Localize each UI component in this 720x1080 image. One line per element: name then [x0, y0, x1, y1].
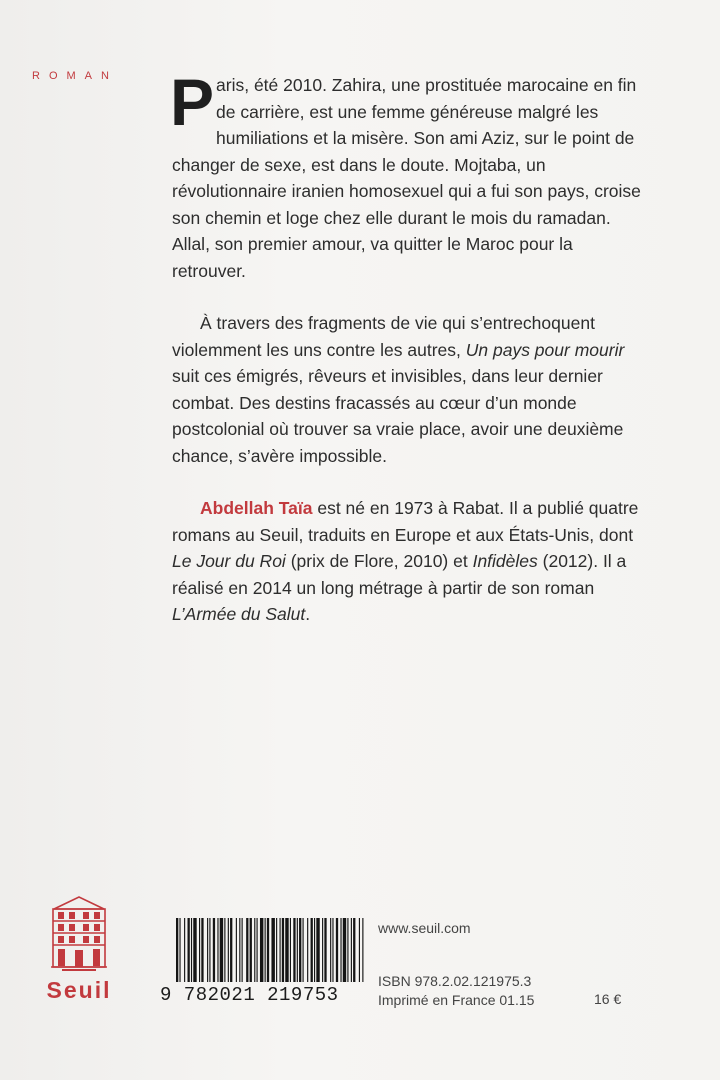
back-cover-text: [170, 65, 642, 628]
barcode-bar: [250, 918, 252, 982]
barcode-bar: [307, 918, 308, 982]
publisher-website[interactable]: www.seuil.com: [378, 920, 471, 936]
barcode-bar: [179, 918, 180, 982]
barcode-bar: [246, 918, 248, 982]
book-title: Un pays pour mourir: [465, 339, 625, 360]
bio-text-b: (prix de Flore, 2010) et: [285, 551, 473, 571]
synopsis-paragraph-2: [172, 310, 642, 469]
barcode-bar: [176, 918, 178, 982]
barcode-bar: [184, 918, 185, 982]
bio-book-1: Le Jour du Roi: [172, 551, 286, 571]
barcode-bar: [260, 918, 263, 982]
barcode-bar: [343, 918, 346, 982]
barcode-bar: [254, 918, 255, 982]
barcode-bar: [280, 918, 281, 982]
author-name: Abdellah Taïa: [200, 498, 313, 518]
isbn: ISBN 978.2.02.121975.3: [378, 973, 532, 989]
barcode-bar: [209, 918, 210, 982]
bio-text-c: (2012). Il a réalisé en 2014 un long métrage à partir de son roman: [172, 551, 627, 598]
bio-text-a: est né en 1973 à Rabat. Il a publié quatre romans au Seuil, traduits en Europe et aux États-Unis, dont: [172, 498, 639, 545]
barcode-bar: [276, 918, 277, 982]
drop-cap: P: [170, 65, 215, 139]
barcode-bar: [265, 918, 266, 982]
barcode-bar: [267, 918, 269, 982]
author-bio: [172, 495, 642, 628]
price: 16 €: [594, 991, 622, 1007]
bio-book-3: L’Armée du Salut: [172, 604, 306, 624]
barcode-bar: [322, 918, 323, 982]
barcode-bar: [199, 918, 200, 982]
isbn-block: [378, 972, 534, 1010]
genre-label: ROMAN: [32, 70, 118, 82]
publisher-name: Seuil: [46, 977, 112, 1003]
barcode-bar: [193, 918, 196, 982]
barcode-bar: [324, 918, 326, 982]
barcode-bar: [207, 918, 208, 982]
barcode-bar: [303, 918, 304, 982]
barcode-bar: [242, 918, 243, 982]
publisher-logo: [34, 895, 124, 1010]
barcode-bar: [330, 918, 331, 982]
barcode-bar: [332, 918, 333, 982]
synopsis-p2-b: suit ces émigrés, rêveurs et invisibles, dans leur dernier combat. Des destins fracassés au cœur d’un monde postcolonial où trouver sa vraie place, avoir une deuxième chance, s’avère impossible.: [172, 366, 624, 466]
barcode-bar: [347, 918, 348, 982]
barcode-bar: [290, 918, 291, 982]
barcode-bar: [353, 918, 355, 982]
building-icon: [48, 895, 110, 973]
barcode-bar: [236, 918, 237, 982]
barcode-bar: [285, 918, 288, 982]
bio-text-d: .: [305, 604, 311, 624]
barcode-bar: [359, 918, 360, 982]
barcode-bar: [191, 918, 192, 982]
barcode-bar: [293, 918, 295, 982]
barcode-bar: [230, 918, 232, 982]
barcode-bar: [220, 918, 223, 982]
barcode-digits: 9 782021 219753: [160, 984, 339, 1006]
barcode-bar: [239, 918, 240, 982]
barcode-bar: [351, 918, 352, 982]
barcode-bar: [213, 918, 215, 982]
synopsis-paragraph-1: [170, 65, 642, 284]
barcode-bar: [314, 918, 315, 982]
barcode-bar: [257, 918, 258, 982]
printed-info: Imprimé en France 01.15: [378, 992, 535, 1008]
barcode-bar: [217, 918, 218, 982]
synopsis-p2-a: À travers des fragments de vie qui s’entrechoquent violemment les uns contre les autres,: [172, 313, 595, 360]
barcode-bar: [311, 918, 313, 982]
barcode: [160, 918, 366, 1013]
synopsis-p1-text: aris, été 2010. Zahira, une prostituée marocaine en fin de carrière, est une femme généreuse malgré les humiliations et la misère. Son ami Aziz, sur le point de changer de sexe, est dans le doute. Mojtaba, un révolutionnaire iranien homosexuel qui a fui son pays, croise son chemin et loge chez elle durant le mois du ramadan. Allal, son premier amour, va quitter le Maroc pour la retrouver.: [172, 75, 641, 281]
barcode-bar: [188, 918, 190, 982]
bio-book-2: Infidèles: [472, 551, 538, 571]
barcode-bar: [362, 918, 363, 982]
barcode-bar: [316, 918, 319, 982]
barcode-bar: [224, 918, 225, 982]
barcode-bar: [228, 918, 229, 982]
barcode-bar: [271, 918, 274, 982]
barcode-bar: [282, 918, 284, 982]
barcode-bar: [336, 918, 338, 982]
barcode-bars: [176, 918, 366, 982]
barcode-bar: [201, 918, 203, 982]
barcode-bar: [297, 918, 298, 982]
barcode-bar: [299, 918, 301, 982]
barcode-bar: [340, 918, 341, 982]
